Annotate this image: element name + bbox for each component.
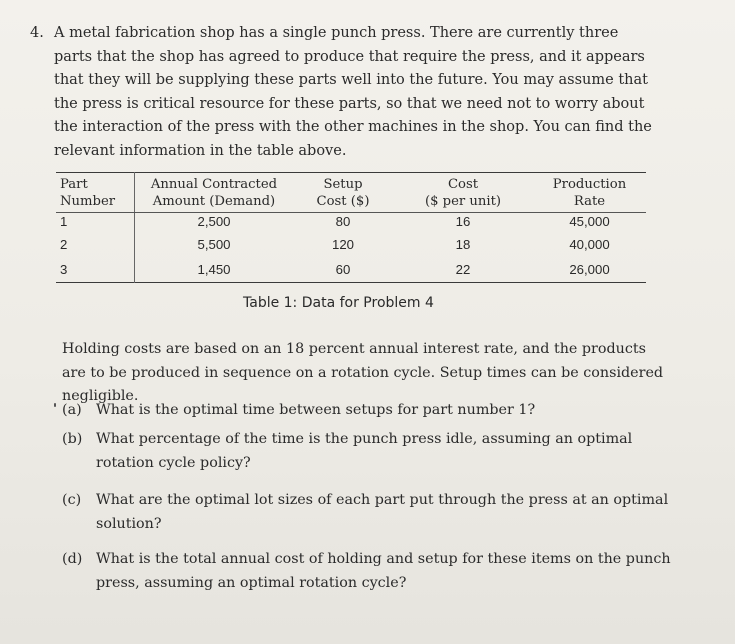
question-text: What is the total annual cost of holding and setup for these items on the punch press, assuming an optimal rotation cycle? [96, 551, 671, 591]
question-text: What percentage of the time is the punch press idle, assuming an optimal rotation cycle policy? [96, 431, 633, 471]
table-caption: Table 1: Data for Problem 4 [243, 295, 434, 311]
header-production-rate: Production Rate [533, 173, 646, 213]
cell-cost: 22 [455, 262, 471, 277]
question-text: What are the optimal lot sizes of each part put through the press at an optimal solution? [96, 492, 669, 532]
data-table [56, 172, 646, 283]
cell-rate: 40,000 [569, 237, 610, 252]
header-part-number: Part Number [56, 173, 135, 213]
question-label: (a) [62, 402, 82, 418]
header-unit-cost: Cost ($ per unit) [393, 173, 533, 213]
question-text: What is the optimal time between setups for part number 1? [96, 402, 536, 418]
cell-rate: 26,000 [569, 262, 610, 277]
question-label: (c) [62, 492, 82, 508]
table-row [56, 232, 646, 257]
question-a [62, 398, 682, 422]
question-label: (b) [62, 431, 83, 447]
cell-demand: 2,500 [197, 214, 231, 229]
problem-text: A metal fabrication shop has a single punch press. There are currently three parts that the shop has agreed to produce that require the press, and it appears that they will be supplying these parts well into the future. You may assume that the press is critical resource for these parts, so that we need not to worry about the interaction of the press with the other machines in the shop. You can find the relevant information in the table above. [54, 25, 652, 159]
cell-demand: 1,450 [197, 262, 231, 277]
cell-part: 1 [56, 213, 135, 233]
cell-setup: 80 [335, 214, 351, 229]
cell-setup: 60 [335, 262, 351, 277]
question-d [62, 547, 682, 595]
problem-number: 4. [30, 25, 44, 41]
cell-setup: 120 [331, 237, 354, 252]
table-row [56, 257, 646, 283]
header-demand: Annual Contracted Amount (Demand) [135, 173, 294, 213]
header-setup-cost: Setup Cost ($) [293, 173, 393, 213]
table-header-row [56, 173, 646, 213]
cell-demand: 5,500 [197, 237, 231, 252]
question-c [62, 488, 682, 536]
intro-paragraph: Holding costs are based on an 18 percent annual interest rate, and the products are to be produced in sequence on a rotation cycle. Setup times can be considered negligible. [62, 341, 664, 404]
cell-part: 3 [56, 257, 135, 283]
table-row [56, 213, 646, 233]
margin-mark [54, 403, 56, 407]
problem-statement [30, 22, 660, 164]
question-b [62, 427, 682, 475]
cell-part: 2 [56, 232, 135, 257]
cell-rate: 45,000 [569, 214, 610, 229]
cell-cost: 18 [455, 237, 471, 252]
question-label: (d) [62, 551, 83, 567]
cell-cost: 16 [455, 214, 471, 229]
